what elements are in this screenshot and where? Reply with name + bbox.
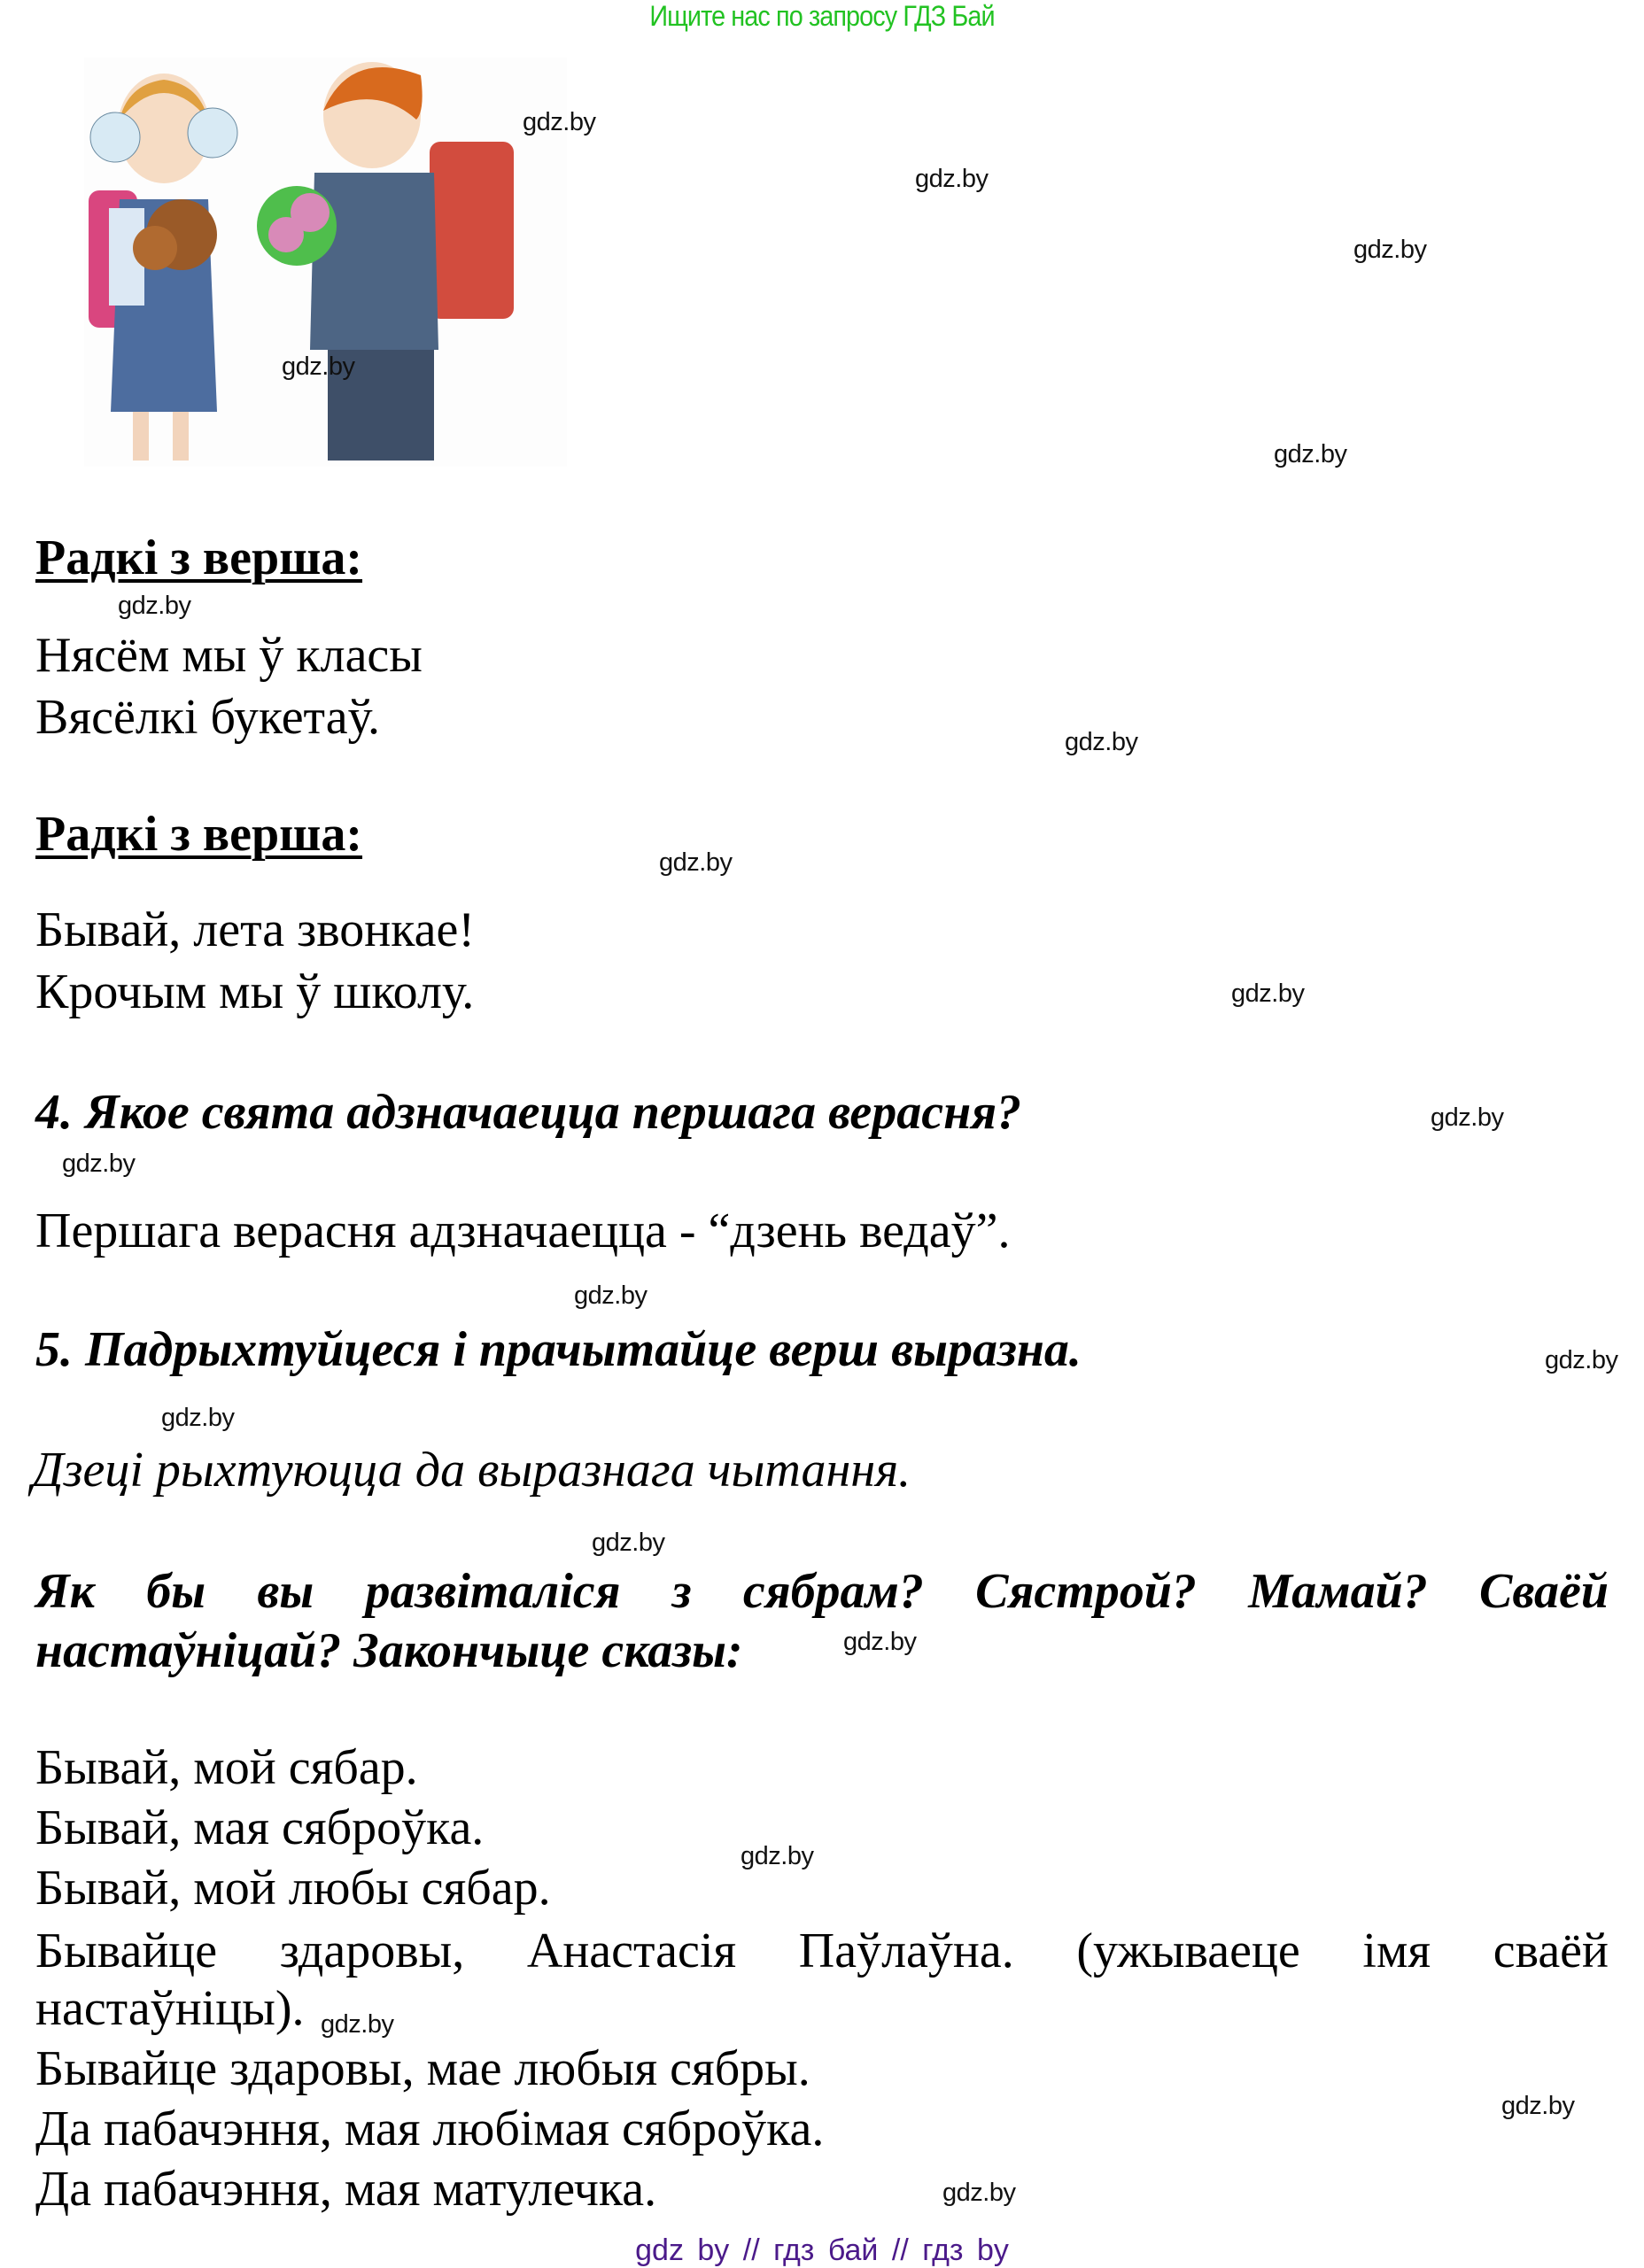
section-heading: Радкі з верша: (35, 530, 363, 585)
answer-4: Першага верасня адзначаецца - “дзень ведаў”. (35, 1204, 1011, 1258)
watermark: gdz.by (574, 1281, 648, 1310)
watermark: gdz.by (915, 165, 989, 193)
watermark: gdz.by (942, 2179, 1016, 2207)
watermark: gdz.by (321, 2010, 394, 2039)
answer-line: настаўніцы). (35, 1981, 305, 2036)
children-with-flowers-illustration (84, 58, 567, 467)
watermark: gdz.by (741, 1842, 814, 1870)
answer-line: Бывайце здаровы, мае любыя сябры. (35, 2041, 810, 2096)
watermark: gdz.by (1065, 728, 1138, 756)
verse-line: Нясём мы ў класы (35, 628, 423, 683)
question-4: 4. Якое свята адзначаецца першага верасня? (35, 1085, 1022, 1140)
verse-line: Бывай, лета звонкае! (35, 902, 475, 957)
verse-line: Вясёлкі букетаў. (35, 690, 380, 745)
question-5: 5. Падрыхтуйцеся і прачытайце верш выразна. (35, 1322, 1082, 1377)
answer-line: Бывай, мая сяброўка. (35, 1800, 485, 1855)
watermark: gdz.by (1353, 236, 1427, 264)
watermark: gdz.by (659, 848, 733, 877)
watermark: gdz.by (1274, 440, 1347, 468)
watermark: gdz.by (118, 592, 191, 620)
watermark: gdz.by (282, 352, 355, 381)
watermark: gdz.by (1545, 1346, 1618, 1374)
section-heading: Радкі з верша: (35, 807, 363, 862)
answer-5: Дзеці рыхтуюцца да выразнага чытання. (32, 1443, 911, 1498)
answer-line: Да пабачэння, мая матулечка. (35, 2162, 657, 2217)
top-banner: Ищите нас по запросу ГДЗ Бай (649, 0, 995, 32)
watermark: gdz.by (843, 1628, 917, 1656)
answer-line: Бывай, мой любы сябар. (35, 1861, 551, 1916)
watermark: gdz.by (1431, 1103, 1504, 1132)
footer-links: gdz by // гдз бай // гдз by (635, 2233, 1009, 2267)
answer-line: Бывай, мой сябар. (35, 1740, 418, 1795)
verse-line: Крочым мы ў школу. (35, 964, 475, 1019)
watermark: gdz.by (161, 1404, 235, 1432)
watermark: gdz.by (523, 108, 596, 136)
watermark: gdz.by (1501, 2092, 1575, 2120)
answer-line: Да пабачэння, мая любімая сяброўка. (35, 2102, 825, 2156)
question-6-line-1: Як бы вы развіталіся з сябрам? Сястрой? Мамай? Сваёй (35, 1564, 1609, 1619)
watermark: gdz.by (62, 1149, 136, 1178)
watermark: gdz.by (592, 1529, 665, 1557)
watermark: gdz.by (1231, 979, 1305, 1008)
question-6-line-2: настаўніцай? Закончыце сказы: (35, 1623, 743, 1678)
answer-line: Бывайце здаровы, Анастасія Паўлаўна. (ужываецe імя сваёй (35, 1924, 1609, 1978)
